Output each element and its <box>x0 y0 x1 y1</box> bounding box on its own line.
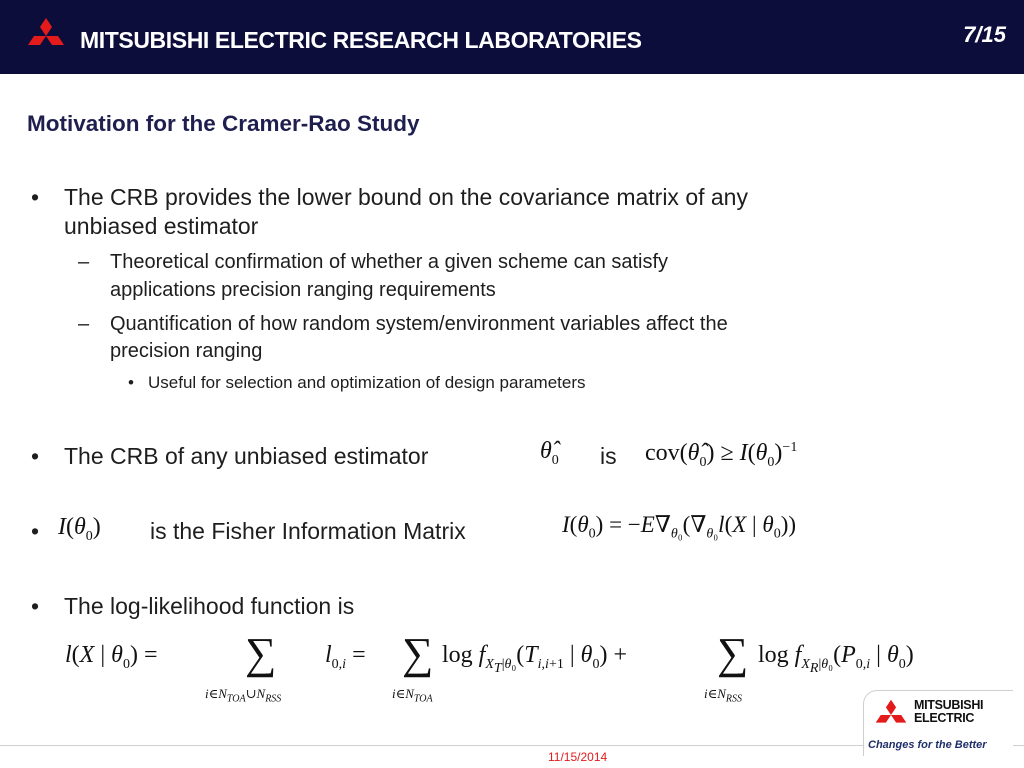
crb-formula: $cov(\thetâ_0) \ge I(\theta_0)^{-1}$ <box>645 440 798 470</box>
bullet-1-line-2: unbiased estimator <box>64 213 259 239</box>
bullet-marker: • <box>31 518 40 544</box>
sum-symbol-2: ∑ <box>402 629 434 678</box>
bullet-2-text: The CRB of any unbiased estimator <box>64 443 429 469</box>
loglik-rss-term: $\log f_{X_R|\theta_0}(P_{0,i}$ | $\theta_0$) <box>758 642 914 676</box>
bullet-2-is: is <box>600 443 617 469</box>
sub-sub-bullet-1: Useful for selection and optimization of design parameters <box>148 373 586 392</box>
footer-brand-line-1: MITSUBISHI <box>914 698 984 712</box>
footer-brand-name <box>914 699 983 725</box>
sub-bullet-1-line-2: applications precision ranging requirements <box>110 279 496 301</box>
footer-brand-panel <box>863 690 1013 756</box>
mitsubishi-logo-icon <box>874 699 908 731</box>
sum-symbol-1: ∑ <box>245 629 277 678</box>
sub-bullet-2-line-2: precision ranging <box>110 340 263 362</box>
fisher-symbol: $I(\theta_0)$ <box>58 514 101 544</box>
footer-tagline: Changes for the Better <box>868 739 987 751</box>
header-brand: MITSUBISHI ELECTRIC RESEARCH LABORATORIES <box>80 27 642 53</box>
slide-title: Motivation for the Cramer-Rao Study <box>27 111 420 136</box>
loglik-lhs: l(X | $\theta_0$) = <box>65 642 158 672</box>
dash-marker: – <box>78 313 90 335</box>
fisher-formula: $I(\theta_0) = -E\nabla_{\theta_0}(\nabla_{\theta_0}l(X$ | $\theta_0$)) <box>562 512 797 542</box>
bullet-4-text: The log-likelihood function is <box>64 593 355 619</box>
estimator-symbol: $\thetâ_0$ <box>540 438 559 468</box>
bullet-3-text: is the Fisher Information Matrix <box>150 518 466 544</box>
mitsubishi-logo-icon <box>26 18 66 54</box>
sum-limit-3: $i\in N_{RSS}$ <box>704 686 743 705</box>
footer-date: 11/15/2014 <box>548 750 608 764</box>
dash-marker: – <box>78 251 90 273</box>
bullet-1-line-1: The CRB provides the lower bound on the covariance matrix of any <box>64 184 748 210</box>
bullet-marker: • <box>128 373 134 392</box>
loglik-middle: $l_{0,i}$ = <box>325 642 366 672</box>
bullet-marker: • <box>31 184 40 210</box>
footer-brand-line-2: ELECTRIC <box>914 711 975 725</box>
loglik-toa-term: $\log f_{X_T|\theta_0}(T_{i,i+1}$ | $\theta_0$) + <box>442 642 627 676</box>
bullet-marker: • <box>31 443 40 469</box>
page-number: 7/15 <box>963 22 1006 47</box>
sum-limit-2: $i\in N_{TOA}$ <box>392 686 433 705</box>
sum-limit-1: $i\in N_{TOA}\cup N_{RSS}$ <box>205 686 282 705</box>
sub-bullet-2-line-1: Quantification of how random system/environment variables affect the <box>110 313 728 335</box>
sub-bullet-1-line-1: Theoretical confirmation of whether a given scheme can satisfy <box>110 251 669 273</box>
bullet-marker: • <box>31 593 40 619</box>
header-bar <box>0 0 1024 74</box>
sum-symbol-3: ∑ <box>717 629 749 678</box>
